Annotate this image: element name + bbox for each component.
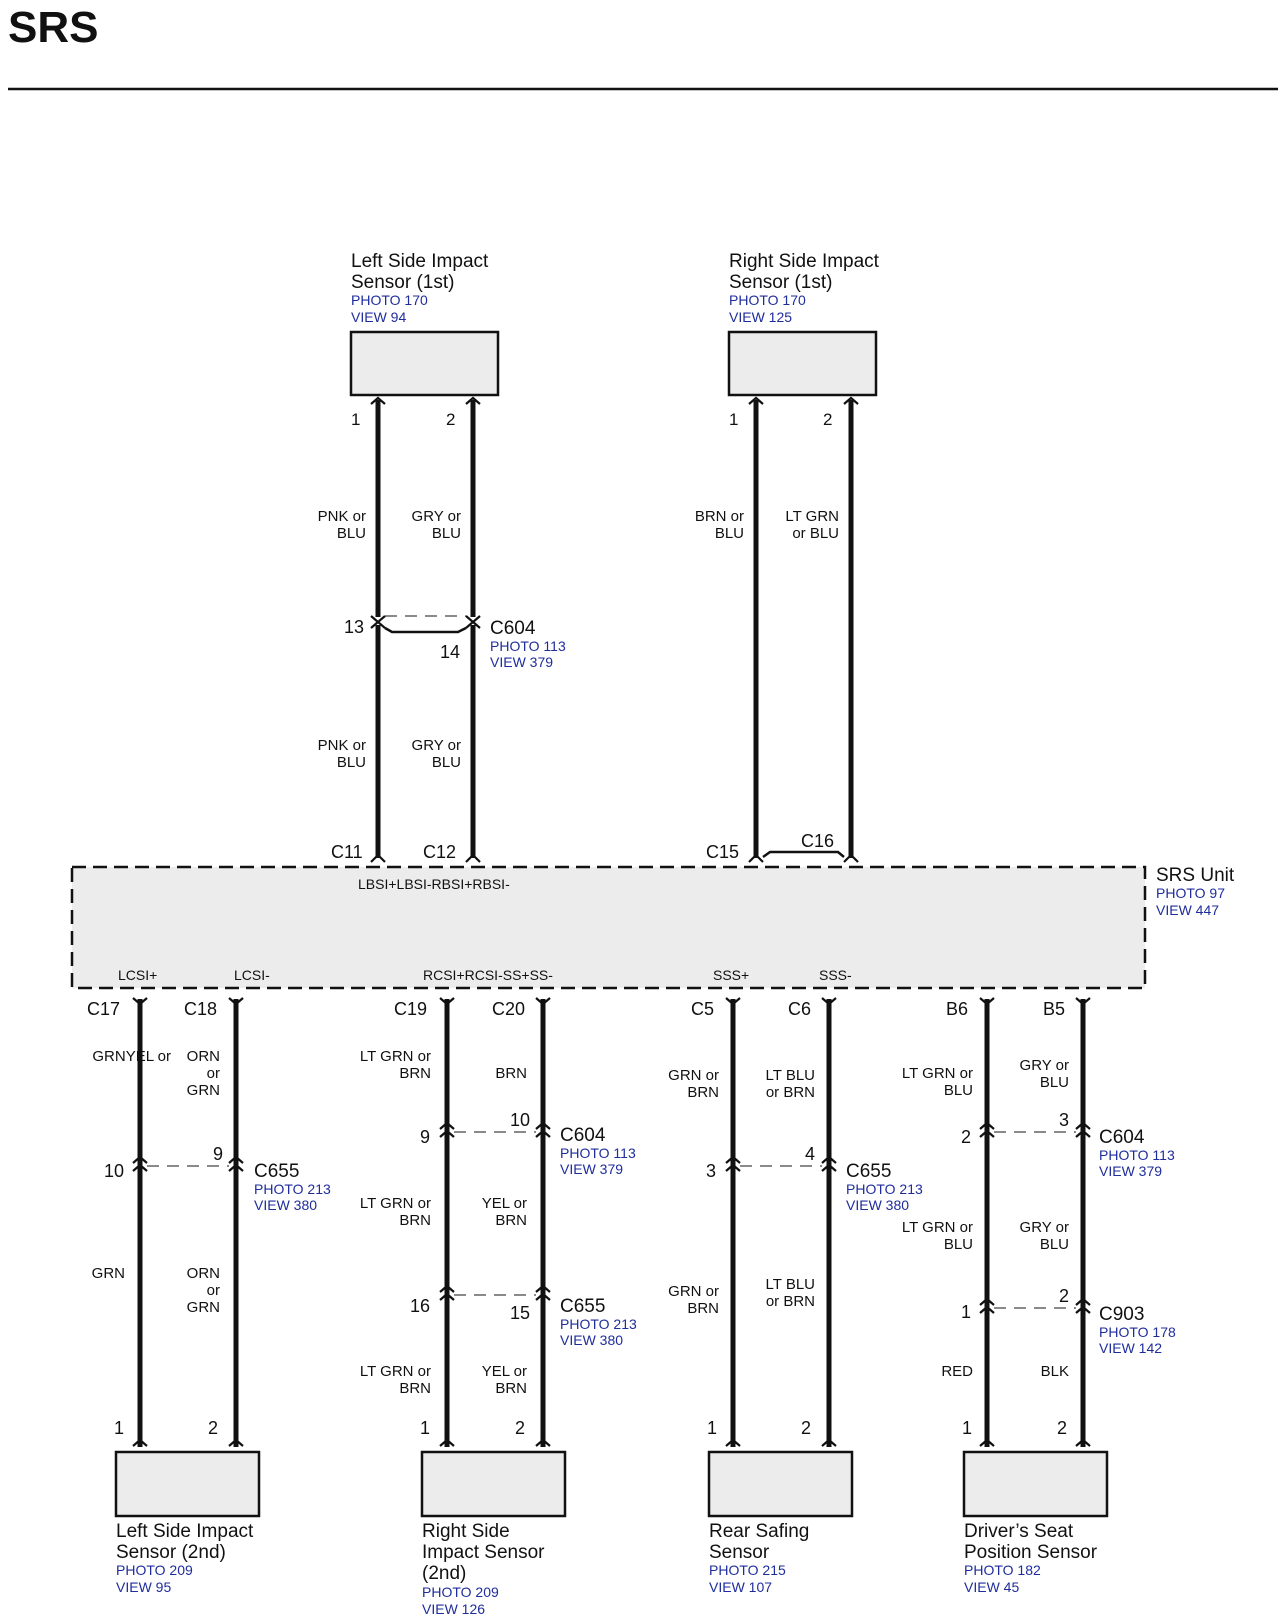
pin-number: 1 (420, 1418, 431, 1438)
wire-color-label: BRN (495, 1212, 527, 1229)
view-link[interactable]: VIEW 447 (1156, 902, 1220, 918)
view-link[interactable]: VIEW 379 (490, 654, 554, 670)
pin-number: 4 (804, 1144, 815, 1164)
pin-number: 1 (960, 1302, 971, 1322)
photo-link[interactable]: PHOTO 182 (964, 1562, 1041, 1578)
sensor-box (964, 1452, 1107, 1516)
wire-color-label: BLU (431, 525, 461, 542)
sensor-box (351, 332, 498, 395)
pin-number: 10 (103, 1161, 124, 1181)
wire-color-label: GRY or (411, 737, 461, 754)
wire-color-label: YEL or (481, 1195, 527, 1212)
pin-number: 1 (962, 1418, 973, 1438)
wire-color-label: GRY or (1019, 1057, 1069, 1074)
photo-link[interactable]: PHOTO 170 (729, 292, 806, 308)
view-link[interactable]: VIEW 107 (709, 1579, 773, 1595)
wire-color-label: BRN (399, 1065, 431, 1082)
wire-color-label: BLU (1039, 1236, 1069, 1253)
pin-number: 2 (1058, 1286, 1069, 1306)
photo-link[interactable]: PHOTO 170 (351, 292, 428, 308)
pin-label: C18 (184, 999, 218, 1019)
sensor-label: (2nd) (422, 1563, 467, 1584)
wire-color-label: or (206, 1065, 220, 1082)
wire-color-label: BRN (495, 1380, 527, 1397)
wire-color-label: GRN (186, 1299, 220, 1316)
wire-color-label: BRN (495, 1065, 527, 1082)
wire-color-label: BLU (714, 525, 744, 542)
pin-label: C16 (801, 831, 835, 851)
pin-number: 3 (705, 1161, 716, 1181)
connector-c604-mid (420, 1110, 636, 1177)
view-link[interactable]: VIEW 142 (1099, 1340, 1163, 1356)
connector-name: C655 (846, 1161, 892, 1182)
wire-color-label: RED (941, 1363, 973, 1380)
wire-color-label: GRN (186, 1082, 220, 1099)
right-side-impact-sensor-2nd (420, 1418, 565, 1617)
pin-number: 2 (515, 1418, 526, 1438)
pin-number: 2 (208, 1418, 219, 1438)
wire-color-label: GRY or (1019, 1219, 1069, 1236)
pin-number: 3 (1058, 1110, 1069, 1130)
sensor-label: Sensor (1st) (729, 272, 833, 293)
wire-color-label: GRN or (668, 1067, 719, 1084)
connector-name: C604 (490, 618, 536, 639)
wire-color-label: or (206, 1282, 220, 1299)
wire-color-label: LT GRN or (901, 1219, 973, 1236)
pin-number: 2 (823, 410, 833, 429)
signal-label: RCSI+RCSI-SS+SS- (423, 967, 553, 983)
sensor-label: Position Sensor (964, 1542, 1098, 1563)
wire-color-label: YEL or (481, 1363, 527, 1380)
sensor-label: Sensor (2nd) (116, 1542, 226, 1563)
view-link[interactable]: VIEW 379 (560, 1161, 624, 1177)
view-link[interactable]: VIEW 45 (964, 1579, 1020, 1595)
sensor-label: Driver’s Seat (964, 1521, 1074, 1542)
wire-color-label: LT BLU (765, 1067, 815, 1084)
connector-name: C604 (560, 1125, 606, 1146)
connector-c655-rear (706, 1144, 923, 1213)
srs-unit-box (72, 867, 1145, 988)
photo-link[interactable]: PHOTO 209 (116, 1562, 193, 1578)
pin-number: 2 (801, 1418, 812, 1438)
sensor-box (116, 1452, 259, 1516)
connector-name: C604 (1099, 1127, 1145, 1148)
pin-number: 1 (707, 1418, 718, 1438)
sensor-label: Impact Sensor (422, 1542, 545, 1563)
wire-color-label: BLU (943, 1082, 973, 1099)
sensor-box (709, 1452, 852, 1516)
sensor-label: Sensor (1st) (351, 272, 455, 293)
view-link[interactable]: VIEW 126 (422, 1601, 486, 1617)
wire-color-label: BLU (336, 754, 366, 771)
pin-number: 2 (1057, 1418, 1068, 1438)
sensor-label: Rear Safing (709, 1521, 810, 1542)
photo-link[interactable]: PHOTO 213 (846, 1181, 923, 1197)
pin-number: 1 (351, 410, 361, 429)
connector-name: C903 (1099, 1304, 1145, 1325)
pin-number: 15 (509, 1303, 530, 1323)
view-link[interactable]: VIEW 125 (729, 309, 793, 325)
pin-label: C19 (394, 999, 428, 1019)
sensor-label: Sensor (709, 1542, 770, 1563)
connector-name: C655 (254, 1161, 300, 1182)
top-wires (371, 398, 858, 862)
wire-color-label: PNK or (317, 508, 366, 525)
wire-color-label: or BLU (792, 525, 839, 542)
wire-color-label: BRN (399, 1380, 431, 1397)
wire-color-label: BLU (431, 754, 461, 771)
srs-unit (72, 831, 1235, 1019)
pin-number: 1 (729, 410, 739, 429)
sensor-box (422, 1452, 565, 1516)
view-link[interactable]: VIEW 380 (254, 1197, 318, 1213)
connector-c604-right (961, 1110, 1175, 1179)
wire-color-label: BRN (399, 1212, 431, 1229)
connector-c655-mid (410, 1296, 637, 1348)
pin-label: C12 (423, 842, 457, 862)
view-link[interactable]: VIEW 380 (846, 1197, 910, 1213)
pin-label: B6 (946, 999, 969, 1019)
pin-label: C20 (492, 999, 526, 1019)
wire-color-label: or BRN (765, 1293, 815, 1310)
signal-label: LCSI- (234, 967, 270, 983)
sensor-box (729, 332, 876, 395)
wire-color-label: LT GRN or (359, 1048, 431, 1065)
photo-link[interactable]: PHOTO 113 (1099, 1147, 1175, 1163)
wire-color-label: LT GRN (785, 508, 839, 525)
wire-color-label: LT GRN or (359, 1363, 431, 1380)
top-wire-colors (318, 508, 839, 771)
photo-link[interactable]: PHOTO 213 (254, 1181, 331, 1197)
pin-number: 9 (419, 1127, 430, 1147)
pin-label: B5 (1043, 999, 1066, 1019)
connector-name: C655 (560, 1296, 606, 1317)
wire-color-label: LT BLU (765, 1276, 815, 1293)
signal-label: SSS+ (713, 967, 750, 983)
wire-color-label: GRN or (668, 1283, 719, 1300)
page-title: SRS (8, 3, 99, 52)
wire-color-label: GRY or (411, 508, 461, 525)
sensor-label: Left Side Impact (351, 251, 489, 272)
connector-c903 (961, 1286, 1176, 1356)
photo-link[interactable]: PHOTO 213 (560, 1316, 637, 1332)
pin-label: C6 (788, 999, 812, 1019)
pin-label: C15 (706, 842, 740, 862)
pin-number: 10 (509, 1110, 530, 1130)
pin-number: 13 (343, 617, 364, 637)
wire-color-label: GRN (91, 1265, 125, 1282)
pin-number: 2 (446, 410, 456, 429)
pin-number: 1 (114, 1418, 125, 1438)
photo-link[interactable]: PHOTO 178 (1099, 1324, 1176, 1340)
wire-color-label: BLU (943, 1236, 973, 1253)
view-link[interactable]: VIEW 94 (351, 309, 407, 325)
photo-link[interactable]: PHOTO 209 (422, 1584, 499, 1600)
signal-label: LBSI+LBSI-RBSI+RBSI- (358, 876, 510, 892)
sensor-label: Right Side (422, 1521, 510, 1542)
pin-number: 2 (960, 1127, 971, 1147)
view-link[interactable]: VIEW 380 (560, 1332, 624, 1348)
wire-color-label: BLK (1040, 1363, 1069, 1380)
pin-label: C17 (87, 999, 121, 1019)
wire-color-label: GRNYEL or (92, 1048, 171, 1065)
view-link[interactable]: VIEW 95 (116, 1579, 172, 1595)
wire-color-label: LT GRN or (359, 1195, 431, 1212)
pin-label: C5 (691, 999, 715, 1019)
photo-link[interactable]: PHOTO 113 (560, 1145, 636, 1161)
signal-label: LCSI+ (118, 967, 158, 983)
pin-label: C11 (331, 842, 363, 862)
wire-color-label: BLU (1039, 1074, 1069, 1091)
pin-number: 9 (212, 1144, 223, 1164)
photo-link[interactable]: PHOTO 97 (1156, 885, 1225, 901)
wire-color-label: BRN (687, 1084, 719, 1101)
view-link[interactable]: VIEW 379 (1099, 1163, 1163, 1179)
pin-number: 16 (409, 1296, 430, 1316)
sensor-label: Right Side Impact (729, 251, 879, 272)
wire-color-label: ORN (186, 1048, 220, 1065)
wire-color-label: BRN or (694, 508, 744, 525)
wire-color-label: or BRN (765, 1084, 815, 1101)
wire-color-label: ORN (186, 1265, 220, 1282)
wire-color-label: PNK or (317, 737, 366, 754)
wire-color-label: BRN (687, 1300, 719, 1317)
wire-color-label: LT GRN or (901, 1065, 973, 1082)
wire-color-label: BLU (336, 525, 366, 542)
signal-label: SSS- (819, 967, 852, 983)
photo-link[interactable]: PHOTO 113 (490, 638, 566, 654)
pin-number: 14 (439, 642, 460, 662)
sensor-label: Left Side Impact (116, 1521, 254, 1542)
srs-unit-name: SRS Unit (1156, 865, 1235, 886)
photo-link[interactable]: PHOTO 215 (709, 1562, 786, 1578)
